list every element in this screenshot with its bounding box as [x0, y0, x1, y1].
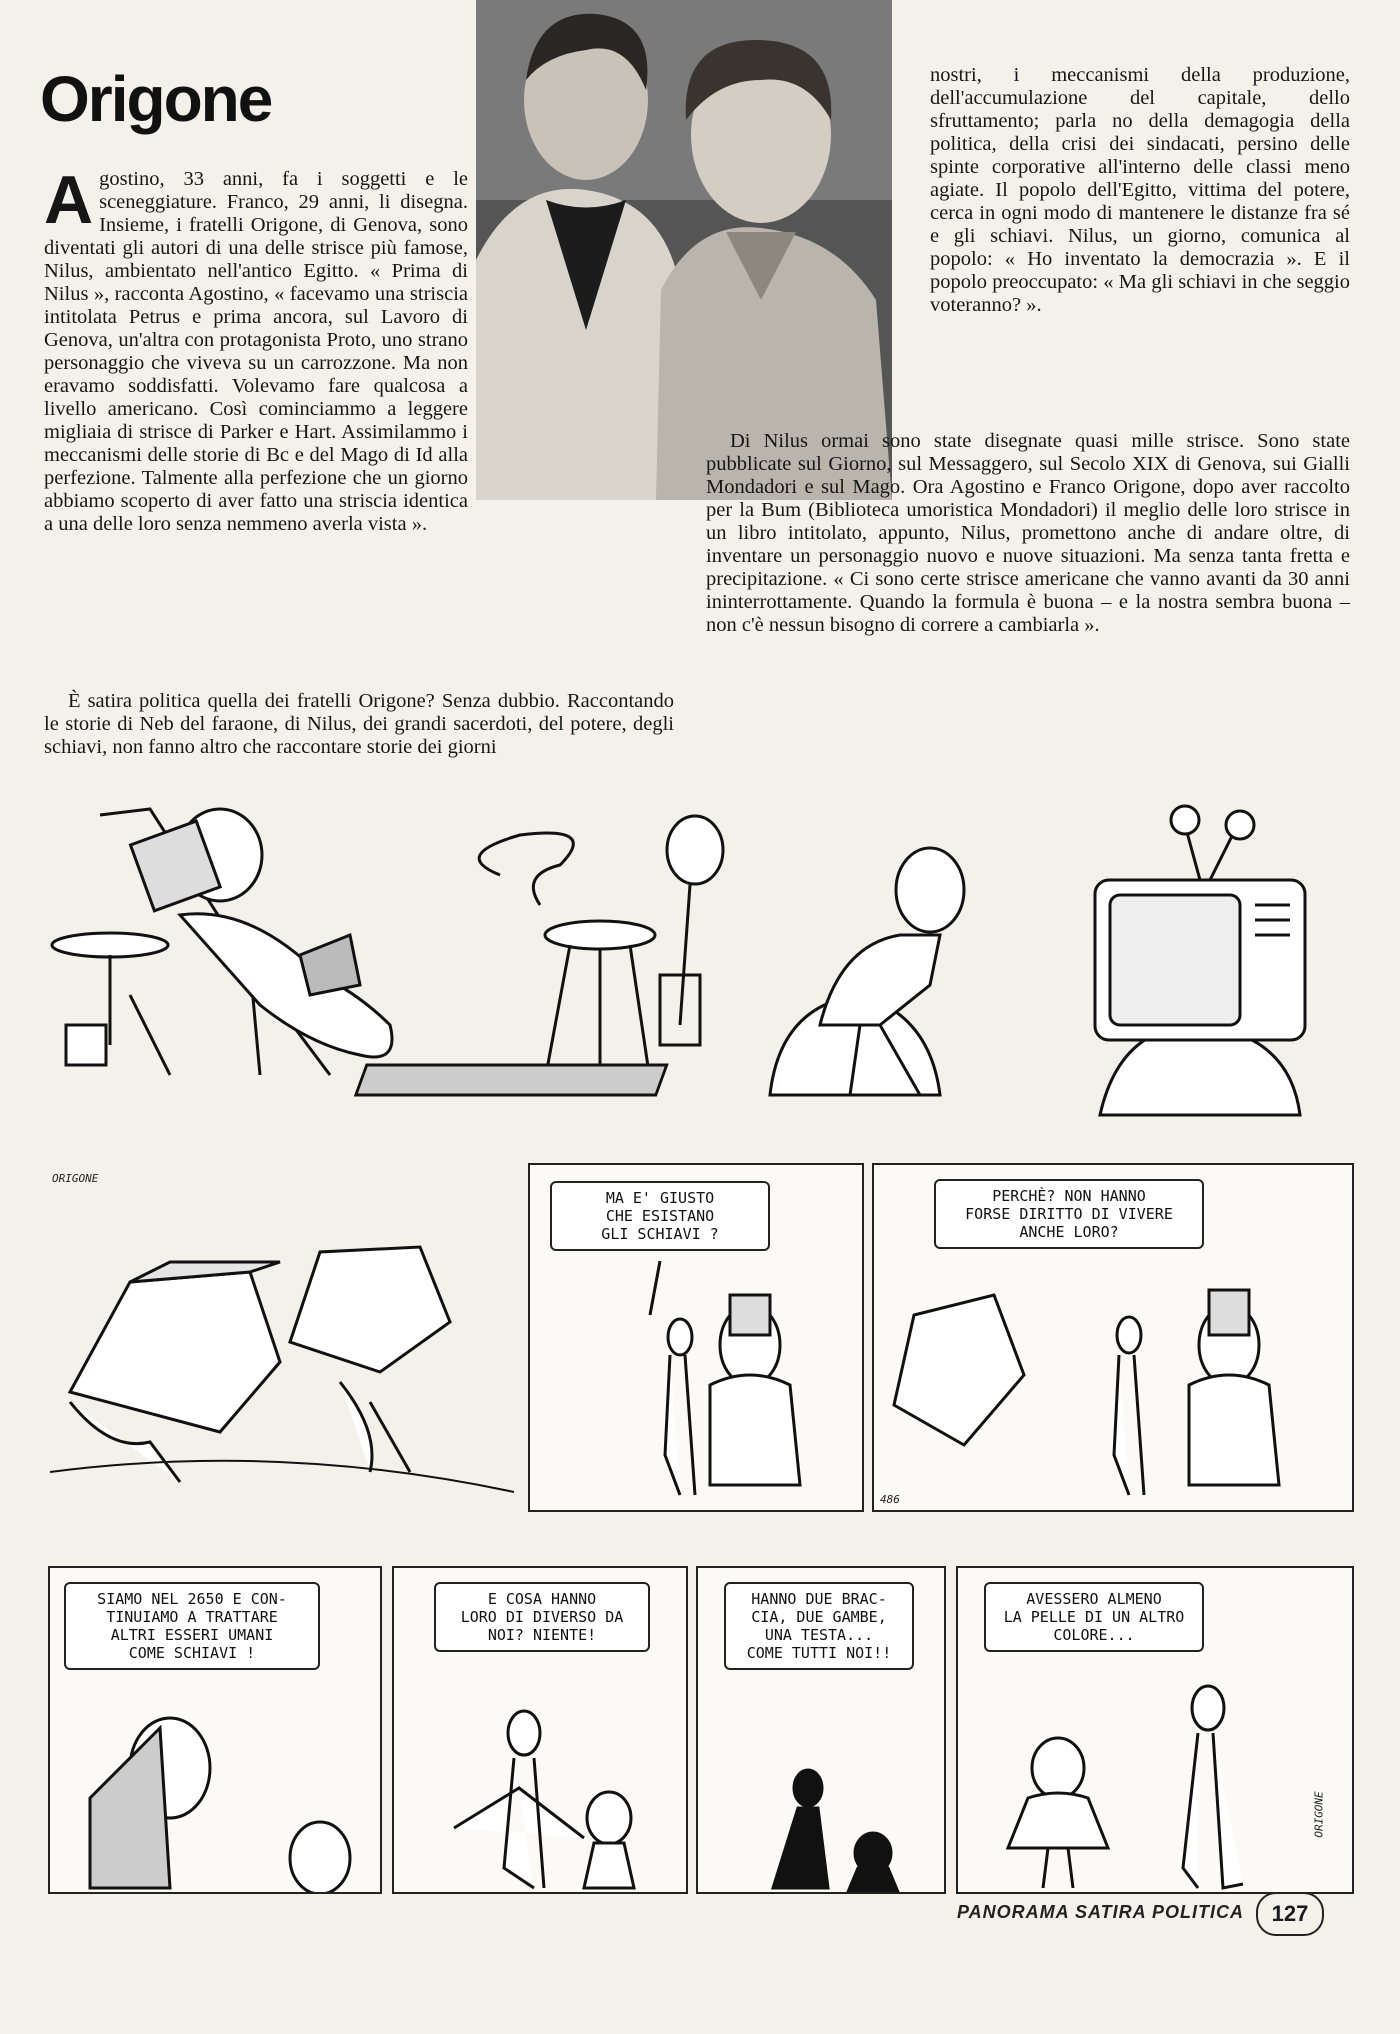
strip1-panel-3 — [872, 1163, 1354, 1512]
strip2-panel-1 — [48, 1566, 382, 1894]
page-number: 127 — [1256, 1892, 1324, 1936]
article-paragraph-2: È satira politica quella dei fratelli Origone? Senza dubbio. Raccontando le storie di Neb del faraone, di Nilus, dei grandi sacerdoti, del potere, degli schiavi, non fanno altro che raccontare storie dei giorni — [44, 690, 674, 758]
article-paragraph-3: nostri, i meccanismi della produzione, dell'accumulazione del capitale, dello sfruttamento; parla no della demagogia della politica, della crisi dei sindacati, persino delle spinte corporative all'interno delle classi meno agiate. Il popolo dell'Egitto, vittima del potere, cerca in ogni modo di mantenere le distanze fra sé e gli schiavi. Nilus, un giorno, comunica al popolo: « Ho inventato la democrazia ». E il popolo preoccupato: « Ma gli schiavi in che seggio voteranno? ». — [930, 64, 1350, 316]
strip2-panel-2 — [392, 1566, 688, 1894]
strip1-panel-2 — [528, 1163, 864, 1512]
article-column-bottom-right — [706, 430, 1350, 637]
side-table — [52, 933, 168, 957]
article-column-right — [930, 64, 1350, 317]
strip1-bubble-2: MA E' GIUSTO CHE ESISTANO GLI SCHIAVI ? — [550, 1181, 770, 1251]
strip2-panel-4 — [956, 1566, 1354, 1894]
strip1-bubble-3: PERCHÈ? NON HANNO FORSE DIRITTO DI VIVERE ANCHE LORO? — [934, 1179, 1204, 1249]
strip2-bubble-2: E COSA HANNO LORO DI DIVERSO DA NOI? NIENTE! — [434, 1582, 650, 1652]
strip1-panel-1 — [48, 1190, 516, 1506]
drop-cap: A — [44, 162, 94, 238]
strip1-signature: ORIGONE — [52, 1172, 99, 1185]
article-column-bottom-left — [44, 690, 674, 759]
strip2-bubble-4: AVESSERO ALMENO LA PELLE DI UN ALTRO COLORE... — [984, 1582, 1204, 1652]
strip2-panel-3 — [696, 1566, 946, 1894]
strip2-signature: ORIGONE — [1312, 1791, 1326, 1838]
strip2-bubble-1: SIAMO NEL 2650 E CON- TINUIAMO A TRATTARE ALTRI ESSERI UMANI COME SCHIAVI ! — [64, 1582, 320, 1670]
magazine-name: PANORAMA SATIRA POLITICA — [957, 1902, 1244, 1922]
article-title: Origone — [40, 63, 272, 135]
article-column-left — [44, 162, 468, 536]
character-illustrations — [0, 795, 1400, 1125]
strip1-number: 486 — [880, 1493, 900, 1506]
article-paragraph-4: Di Nilus ormai sono state disegnate quasi mille strisce. Sono state pubblicate sul Giorno, sul Messaggero, sul Secolo XIX di Genova, sui Gialli Mondadori e sul Mago. Ora Agostino e Franco Origone, dopo aver raccolto per la Bum (Biblioteca umoristica Mondadori) il meglio delle loro strisce in un libro intitolato, appunto, Nilus, promettono anche di andare oltre, di inventare un personaggio nuovo e nuove situazioni. Ma senza tanta fretta e precipitazione. « Ci sono certe strisce americane che vanno avanti da 30 anni ininterrottamente. Quando la formula è buona – e la nostra sembra buona – non c'è nessun bisogno di correre a cambiarla ». — [706, 430, 1350, 636]
strip2-bubble-3: HANNO DUE BRAC- CIA, DUE GAMBE, UNA TESTA... COME TUTTI NOI!! — [724, 1582, 914, 1670]
authors-photo — [476, 0, 892, 500]
article-paragraph-1: Agostino, 33 anni, fa i soggetti e le sceneggiature. Franco, 29 anni, li disegna. Insieme, i fratelli Origone, di Genova, sono diventati gli autori di una delle strisce più famose, Nilus, ambientato nell'antico Egitto. « Prima di Nilus », racconta Agostino, « facevamo una striscia intitolata Petrus e prima ancora, sul Lavoro di Genova, un'altra con protagonista Proto, uno strano personaggio che viveva su un carrozzone. Ma non eravamo soddisfatti. Volevamo fare qualcosa a livello americano. Così cominciammo a leggere migliaia di strisce di Parker e Hart. Assimilammo i meccanismi delle storie di Bc e del Mago di Id alla perfezione. Talmente alla perfezione che un giorno abbiamo scoperto di aver fatto una striscia identica a una delle loro senza nemmeno averla vista ». — [44, 162, 468, 535]
